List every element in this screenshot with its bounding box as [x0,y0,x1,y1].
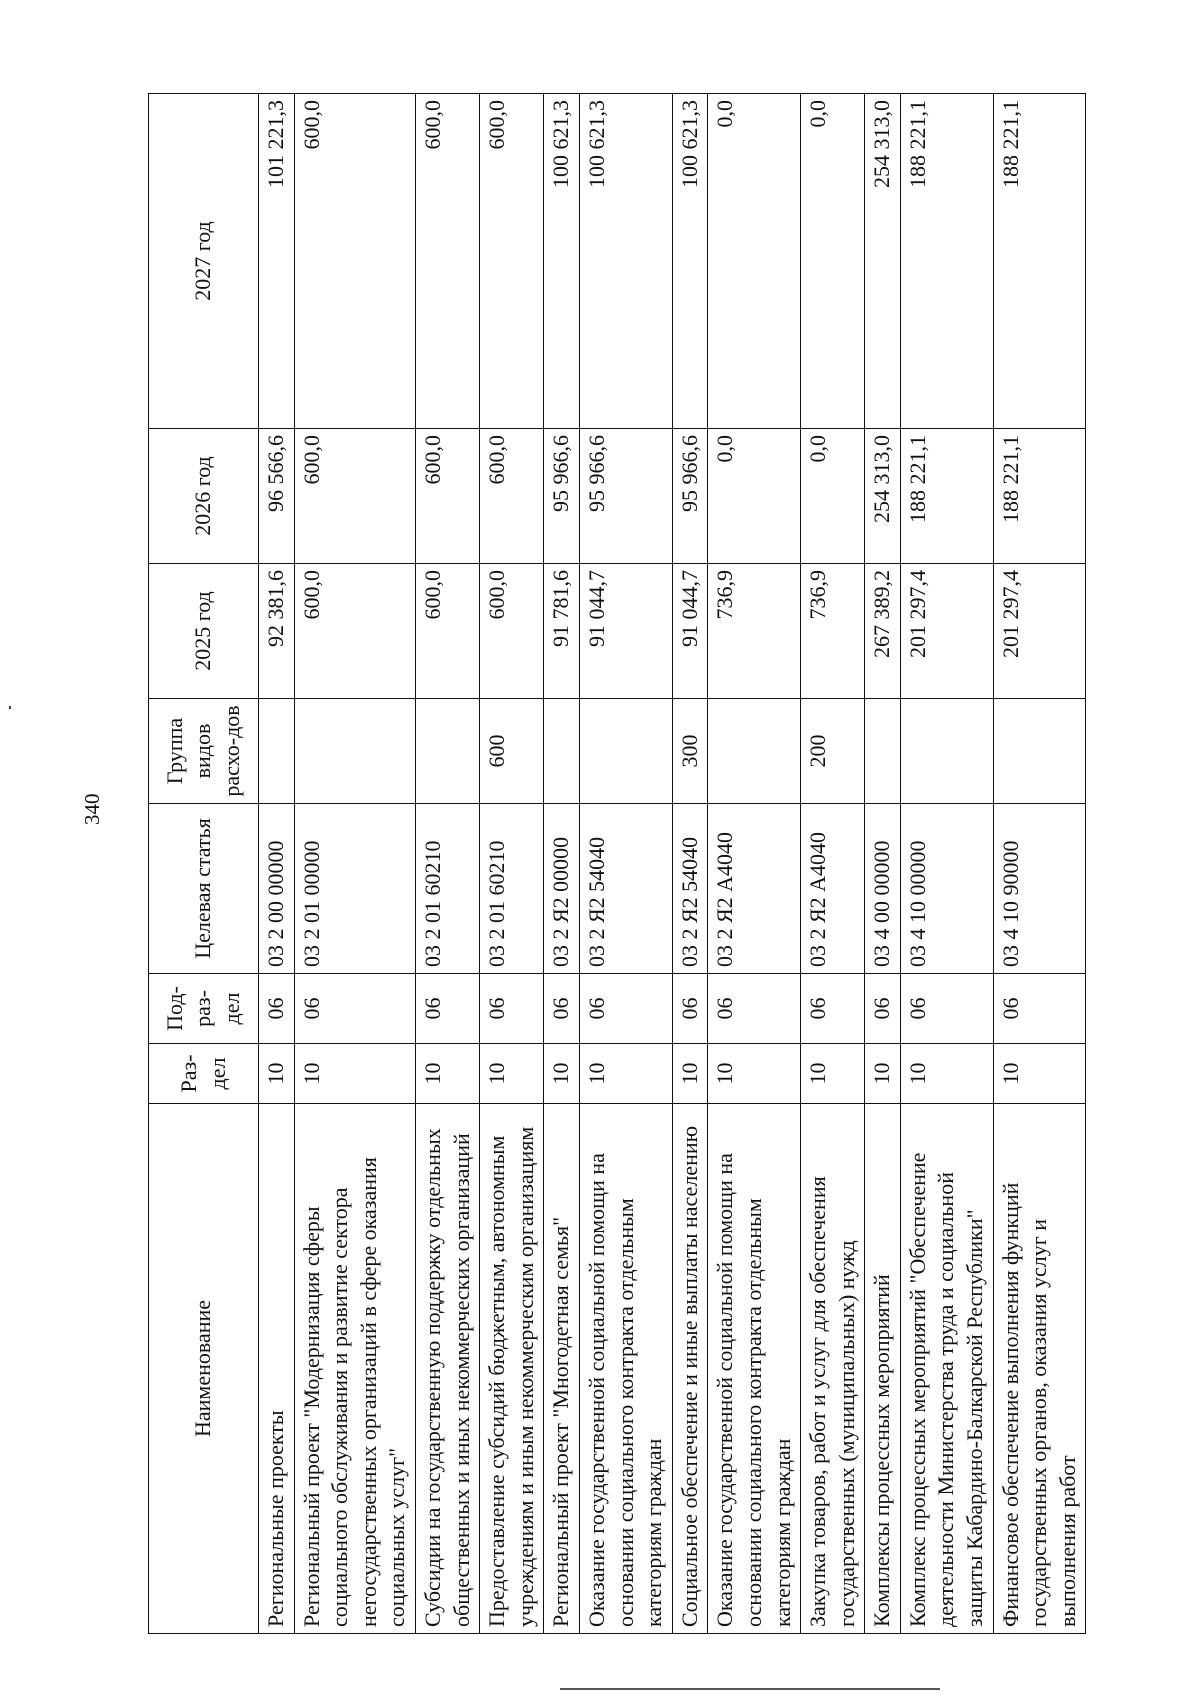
row-value-2025: 736,9 [801,564,865,699]
row-value-2026: 188 221,1 [993,429,1086,564]
row-value-2025: 92 381,6 [259,564,295,699]
row-value-2025: 600,0 [415,564,479,699]
row-expense-group [259,699,295,804]
row-section: 10 [672,1044,708,1104]
row-value-2027: 100 621,3 [579,94,672,429]
table-row [801,94,865,1634]
row-target-article: 03 4 10 90000 [993,804,1086,974]
row-expense-group: 200 [801,699,865,804]
row-value-2025: 91 044,7 [672,564,708,699]
row-subsection: 06 [801,974,865,1044]
row-value-2026: 600,0 [415,429,479,564]
row-value-2027: 188 221,1 [900,94,993,429]
row-value-2026: 600,0 [294,429,415,564]
row-value-2027: 0,0 [801,94,865,429]
table-row [259,94,295,1634]
row-subsection: 06 [480,974,544,1044]
row-value-2027: 254 313,0 [865,94,901,429]
row-name: Субсидии на государственную поддержку отдельных общественных и иных некоммерческих организаций [415,1104,479,1634]
row-name: Комплекс процессных мероприятий "Обеспечение деятельности Министерства труда и социальной защиты Кабардино-Балкарской Республики" [900,1104,993,1634]
scan-edge-line [560,1688,940,1690]
row-expense-group: 300 [672,699,708,804]
table-row [708,94,801,1634]
row-value-2026: 600,0 [480,429,544,564]
row-section: 10 [993,1044,1086,1104]
row-name: Оказание государственной социальной помощи на основании социального контракта отдельным категориям граждан [579,1104,672,1634]
row-section: 10 [415,1044,479,1104]
row-value-2027: 0,0 [708,94,801,429]
table-row [900,94,993,1634]
table-row [480,94,544,1634]
row-target-article: 03 2 01 60210 [480,804,544,974]
table-row [672,94,708,1634]
header-year-2027: 2027 год [149,94,259,429]
row-expense-group [415,699,479,804]
row-name: Региональный проект "Многодетная семья" [544,1104,580,1634]
row-target-article: 03 2 Я2 А4040 [708,804,801,974]
row-subsection: 06 [294,974,415,1044]
row-section: 10 [480,1044,544,1104]
row-section: 10 [259,1044,295,1104]
row-expense-group [544,699,580,804]
row-value-2025: 91 044,7 [579,564,672,699]
header-year-2026: 2026 год [149,429,259,564]
row-name: Финансовое обеспечение выполнения функций государственных органов, оказания услуг и выполнения работ [993,1104,1086,1634]
row-subsection: 06 [865,974,901,1044]
row-target-article: 03 2 01 60210 [415,804,479,974]
row-target-article: 03 4 10 00000 [900,804,993,974]
row-name: Региональный проект "Модернизация сферы социального обслуживания и развитие сектора негосударственных организаций в сфере оказания социальных услуг" [294,1104,415,1634]
row-expense-group [708,699,801,804]
scan-speck [9,706,11,709]
table-body [259,94,1086,1634]
row-value-2027: 188 221,1 [993,94,1086,429]
row-value-2026: 0,0 [708,429,801,564]
row-name: Предоставление субсидий бюджетным, автономным учреждениям и иным некоммерческим организациям [480,1104,544,1634]
row-value-2026: 96 566,6 [259,429,295,564]
row-value-2025: 267 389,2 [865,564,901,699]
row-section: 10 [544,1044,580,1104]
row-subsection: 06 [579,974,672,1044]
row-expense-group [294,699,415,804]
table-row [865,94,901,1634]
row-value-2027: 101 221,3 [259,94,295,429]
row-subsection: 06 [415,974,479,1044]
rotated-page-content [148,94,1078,1634]
page-number: 340 [80,793,104,825]
header-expense-group: Группа видов расхо-дов [149,699,259,804]
row-value-2027: 600,0 [415,94,479,429]
row-value-2026: 188 221,1 [900,429,993,564]
row-expense-group: 600 [480,699,544,804]
row-target-article: 03 2 00 00000 [259,804,295,974]
row-name: Социальное обеспечение и иные выплаты населению [672,1104,708,1634]
row-subsection: 06 [259,974,295,1044]
row-value-2026: 95 966,6 [544,429,580,564]
row-value-2026: 254 313,0 [865,429,901,564]
row-value-2025: 600,0 [480,564,544,699]
header-year-2025: 2025 год [149,564,259,699]
row-value-2025: 600,0 [294,564,415,699]
row-subsection: 06 [993,974,1086,1044]
row-target-article: 03 2 Я2 00000 [544,804,580,974]
table-row [544,94,580,1634]
header-target-article: Целевая статья [149,804,259,974]
row-section: 10 [579,1044,672,1104]
row-subsection: 06 [708,974,801,1044]
table-row [415,94,479,1634]
row-value-2025: 736,9 [708,564,801,699]
row-value-2027: 100 621,3 [544,94,580,429]
row-name: Комплексы процессных мероприятий [865,1104,901,1634]
table-header-row [149,94,259,1634]
row-section: 10 [294,1044,415,1104]
row-value-2027: 100 621,3 [672,94,708,429]
row-expense-group [993,699,1086,804]
table-row [294,94,415,1634]
row-subsection: 06 [544,974,580,1044]
row-target-article: 03 4 00 00000 [865,804,901,974]
budget-table [148,93,1086,1634]
row-value-2025: 201 297,4 [900,564,993,699]
row-target-article: 03 2 01 00000 [294,804,415,974]
row-section: 10 [900,1044,993,1104]
row-value-2026: 95 966,6 [579,429,672,564]
row-target-article: 03 2 Я2 А4040 [801,804,865,974]
row-value-2027: 600,0 [480,94,544,429]
table-row [579,94,672,1634]
row-section: 10 [865,1044,901,1104]
header-section: Раз-дел [149,1044,259,1104]
row-value-2026: 95 966,6 [672,429,708,564]
row-value-2025: 91 781,6 [544,564,580,699]
row-name: Оказание государственной социальной помощи на основании социального контракта отдельным категориям граждан [708,1104,801,1634]
row-expense-group [579,699,672,804]
row-value-2025: 201 297,4 [993,564,1086,699]
header-name: Наименование [149,1104,259,1634]
row-name: Региональные проекты [259,1104,295,1634]
row-section: 10 [708,1044,801,1104]
row-expense-group [900,699,993,804]
row-expense-group [865,699,901,804]
row-value-2027: 600,0 [294,94,415,429]
row-section: 10 [801,1044,865,1104]
row-subsection: 06 [900,974,993,1044]
row-target-article: 03 2 Я2 54040 [579,804,672,974]
row-value-2026: 0,0 [801,429,865,564]
row-name: Закупка товаров, работ и услуг для обеспечения государственных (муниципальных) нужд [801,1104,865,1634]
row-target-article: 03 2 Я2 54040 [672,804,708,974]
header-subsection: Под-раз-дел [149,974,259,1044]
row-subsection: 06 [672,974,708,1044]
table-row [993,94,1086,1634]
